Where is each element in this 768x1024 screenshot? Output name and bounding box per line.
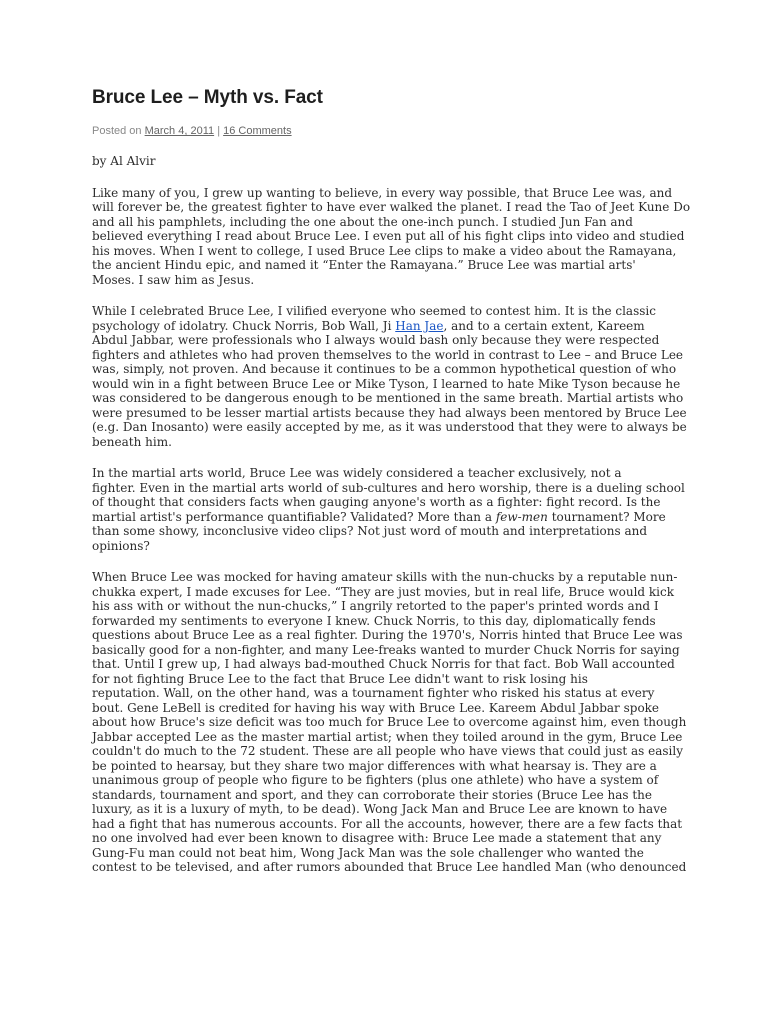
paragraph-line: had a fight that has numerous accounts. For all the accounts, however, there are a few facts that bbox=[92, 816, 683, 831]
paragraph-line: Gung-Fu man could not beat him, Wong Jack Man was the sole challenger who wanted the bbox=[92, 845, 644, 860]
paragraph-line: believed everything I read about Bruce Lee. I even put all of his fight clips into video and studied bbox=[92, 229, 685, 243]
paragraph-line: fighter. Even in the martial arts world of sub-cultures and hero worship, there is a dueling school bbox=[92, 480, 685, 495]
paragraph-line: Moses. I saw him as Jesus. bbox=[92, 272, 255, 287]
paragraph-line: contest to be televised, and after rumors abounded that Bruce Lee handled Man (who denounced bbox=[92, 860, 687, 874]
paragraph-2 bbox=[92, 304, 687, 449]
post-title: Bruce Lee – Myth vs. Fact bbox=[92, 87, 323, 108]
paragraph-line: (e.g. Dan Inosanto) were easily accepted by me, as it was understood that they were to always be bbox=[92, 420, 687, 434]
paragraph-line: In the martial arts world, Bruce Lee was widely considered a teacher exclusively, not a bbox=[92, 466, 622, 480]
paragraph-line: While I celebrated Bruce Lee, I vilified everyone who seemed to contest him. It is the classic bbox=[92, 304, 656, 318]
paragraph-line: forwarded my sentiments to everyone I knew. Chuck Norris, to this day, diplomatically fends bbox=[92, 613, 656, 628]
paragraph-line: fighters and athletes who had proven themselves to the world in contrast to Lee – and Bruce Lee bbox=[92, 347, 684, 362]
paragraph-line: bout. Gene LeBell is credited for having his way with Bruce Lee. Kareem Abdul Jabbar spoke bbox=[92, 700, 660, 715]
paragraph-line bbox=[92, 319, 672, 334]
paragraph-line: no one involved had ever been known to disagree with: Bruce Lee made a statement that any bbox=[92, 831, 662, 845]
paragraph-line: be pointed to hearsay, but they share two major differences with what hearsay is. They are a bbox=[92, 758, 657, 773]
meta-separator: | bbox=[217, 125, 221, 137]
post-meta bbox=[92, 124, 672, 138]
paragraph-1 bbox=[92, 185, 691, 288]
paragraph-line bbox=[92, 510, 672, 525]
paragraph-line: will forever be, the greatest fighter to have ever walked the planet. I read the Tao of Jeet Kune Do bbox=[92, 200, 691, 214]
paragraph-line: was, simply, not proven. And because it continues to be a common hypothetical question of who bbox=[92, 362, 677, 376]
article bbox=[92, 86, 691, 875]
paragraph-line: Jabbar accepted Lee as the master martial artist; when they toiled around in the gym, Bruce Lee bbox=[92, 729, 683, 744]
comments-link[interactable]: 16 Comments bbox=[223, 125, 292, 137]
paragraph-line: opinions? bbox=[92, 538, 150, 553]
han-jae-link[interactable]: Han Jae bbox=[395, 318, 444, 333]
paragraph-line: would win in a fight between Bruce Lee or Mike Tyson, I learned to hate Mike Tyson because he bbox=[92, 376, 681, 391]
line-text: , and to a certain extent, Kareem bbox=[443, 318, 645, 333]
paragraph-line: standards, tournament and sport, and they can corroborate their stories (Bruce Lee has the bbox=[92, 787, 652, 802]
paragraph-line: was considered to be dangerous enough to be mentioned in the same breath. Martial artists who bbox=[92, 391, 684, 405]
paragraph-line: basically good for a non-fighter, and many Lee-freaks wanted to murder Chuck Norris for saying bbox=[92, 642, 680, 657]
paragraph-line: the ancient Hindu epic, and named it “Enter the Ramayana.” Bruce Lee was martial arts' bbox=[92, 258, 636, 272]
paragraph-line: beneath him. bbox=[92, 434, 172, 449]
paragraph-3 bbox=[92, 466, 685, 553]
paragraph-line: for not fighting Bruce Lee to the fact that Bruce Lee didn't want to risk losing his bbox=[92, 671, 588, 686]
paragraph-line: and all his pamphlets, including the one about the one-inch punch. I studied Jun Fan and bbox=[92, 214, 633, 229]
paragraph-line: unanimous group of people who figure to be fighters (plus one athlete) who have a system of bbox=[92, 773, 659, 787]
paragraph-line: his moves. When I went to college, I used Bruce Lee clips to make a video about the Ramayana, bbox=[92, 243, 677, 258]
paragraph-line: chukka expert, I made excuses for Lee. “They are just movies, but in real life, Bruce would kick bbox=[92, 584, 675, 599]
paragraph-line: than some showy, inconclusive video clips? Not just word of mouth and interpretations and bbox=[92, 524, 648, 538]
paragraph-line: were presumed to be lesser martial artists because they had always been mentored by Bruce Lee bbox=[92, 405, 687, 420]
paragraph-line: of thought that considers facts when gauging anyone's worth as a fighter: fight record. Is the bbox=[92, 495, 661, 509]
paragraph-line: couldn't do much to the 72 student. These are all people who have views that could just as easily bbox=[92, 744, 684, 758]
paragraph-line: reputation. Wall, on the other hand, was a tournament fighter who risked his status at every bbox=[92, 686, 655, 700]
paragraph-line: Like many of you, I grew up wanting to believe, in every way possible, that Bruce Lee was, and bbox=[92, 185, 673, 200]
line-text: martial artist's performance quantifiable? Validated? More than a bbox=[92, 509, 496, 524]
paragraph-line: luxury, as it is a luxury of myth, to be dead). Wong Jack Man and Bruce Lee are known to have bbox=[92, 802, 668, 816]
line-text: tournament? More bbox=[547, 509, 666, 524]
posted-on-label: Posted on bbox=[92, 125, 142, 137]
paragraph-line: about how Bruce's size deficit was too much for Bruce Lee to overcome against him, even though bbox=[92, 715, 687, 729]
paragraph-line: When Bruce Lee was mocked for having amateur skills with the nun-chucks by a reputable nun- bbox=[92, 570, 678, 584]
emphasis-text: few-men bbox=[495, 509, 548, 524]
paragraph-4 bbox=[92, 570, 687, 875]
post-date-link[interactable]: March 4, 2011 bbox=[144, 125, 215, 137]
paragraph-line: Abdul Jabbar, were professionals who I always would bash only because they were respected bbox=[92, 333, 660, 347]
paragraph-line: that. Until I grew up, I had always bad-mouthed Chuck Norris for that fact. Bob Wall accounted bbox=[92, 657, 675, 671]
paragraph-line: his ass with or without the nun-chucks,” I angrily retorted to the paper's printed words and I bbox=[92, 599, 659, 613]
paragraph-line: questions about Bruce Lee as a real fighter. During the 1970's, Norris hinted that Bruce Lee was bbox=[92, 628, 683, 642]
line-text: psychology of idolatry. Chuck Norris, Bob Wall, Ji bbox=[92, 318, 396, 333]
author-byline: by Al Alvir bbox=[92, 154, 156, 168]
